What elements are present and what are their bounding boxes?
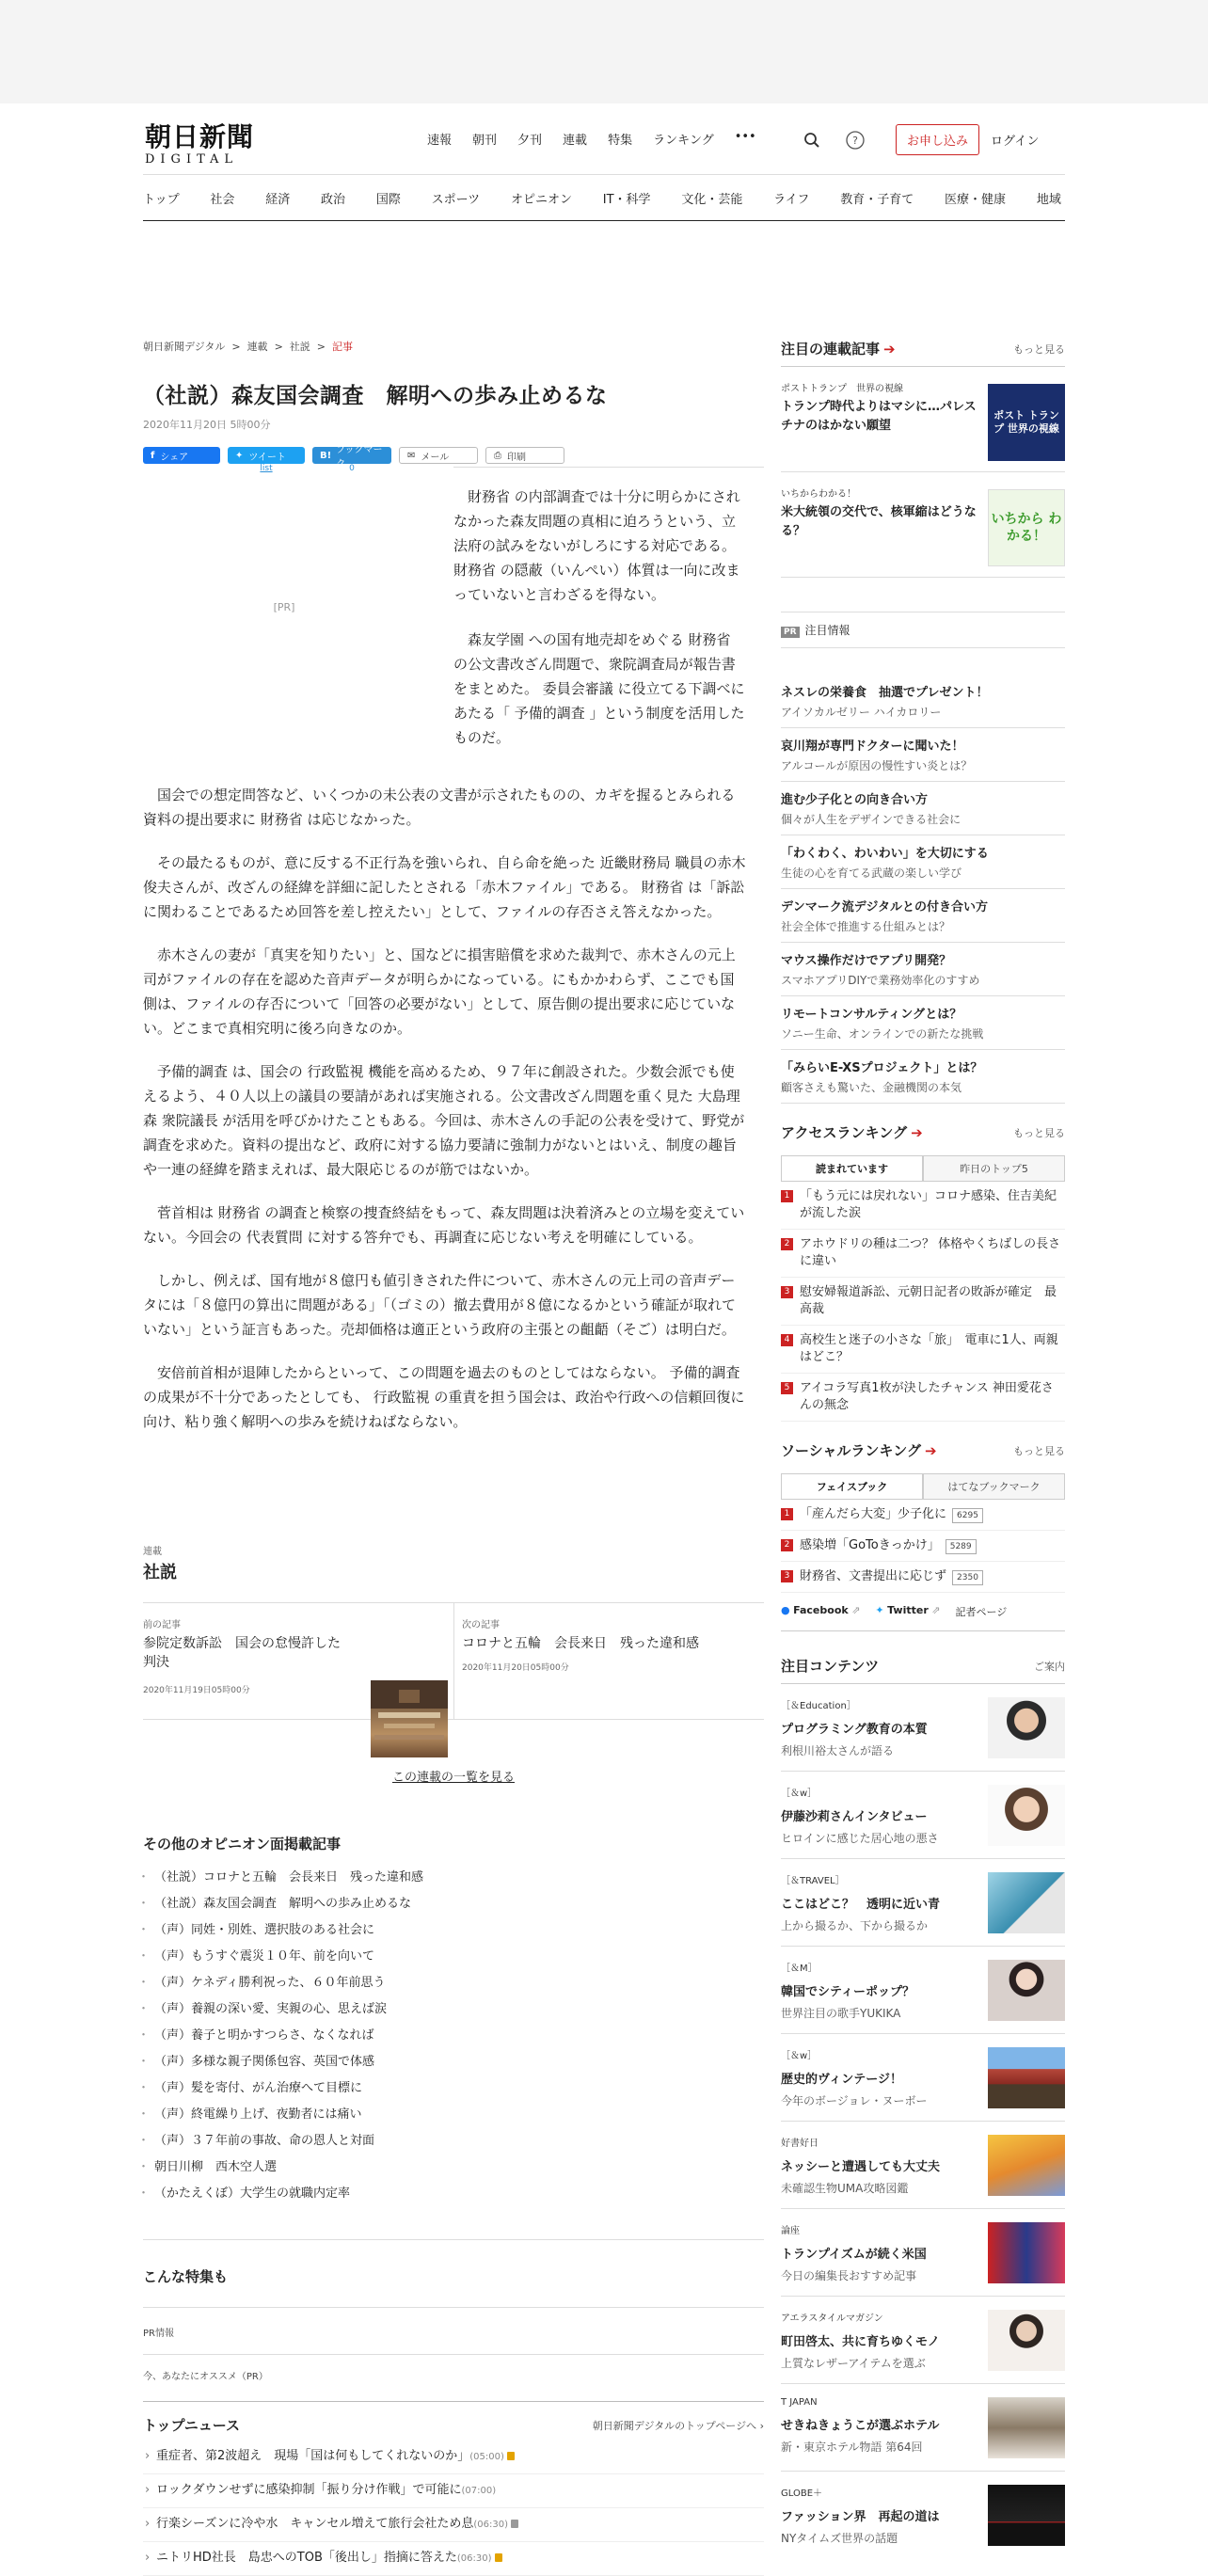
guide-link[interactable]: ご案内 — [1034, 1660, 1065, 1673]
pr-item[interactable]: リモートコンサルティングとは？ ソニー生命、オンラインでの新たな挑戦 — [781, 996, 1065, 1050]
lock-icon — [507, 2452, 515, 2460]
section-title: アクセスランキング — [781, 1124, 908, 1141]
page-title: （社説）森友国会調査 解明への歩み止めるな — [143, 384, 608, 408]
paragraph: 菅首相は 財務省 の調査と検察の捜査終結をもって、森友問題は決着済みとの立場を変えていない。今回会の 代表質問 に対する答弁でも、再調査に応じない考えを明確にしている。 — [143, 1204, 745, 1246]
featured-contents-header — [781, 1656, 1065, 1684]
facebook-share-button[interactable]: f シェア — [143, 447, 220, 464]
next-article-title[interactable]: コロナと五輪 会長来日 残った違和感 — [462, 1636, 699, 1651]
top-news-list — [143, 2441, 764, 2576]
content-thumbnail[interactable] — [988, 1872, 1065, 1933]
cat-opinion[interactable]: オピニオン — [510, 192, 572, 207]
featured-series-header — [781, 339, 1065, 367]
help-icon[interactable] — [843, 128, 867, 152]
twitter-tweet-button[interactable]: ✦ ツイート — [228, 447, 305, 464]
special-features-heading: こんな特集も — [143, 2239, 764, 2286]
tab-most-read[interactable]: 読まれています — [781, 1155, 923, 1181]
cat-society[interactable]: 社会 — [210, 192, 235, 207]
list-item[interactable]: 1 「もう元には戻れない」コロナ感染、住吉美紀が流した涙 — [781, 1182, 1065, 1230]
site-logo[interactable]: 朝日新聞 DIGITAL — [145, 121, 255, 167]
more-menu-icon[interactable]: ••• — [734, 130, 756, 144]
content-item[interactable]: 好書好日 ネッシーと遭遇しても大丈夫 未確認生物UMA攻略図鑑 — [781, 2122, 1065, 2209]
hatena-icon: B! — [320, 450, 332, 461]
list-item[interactable]: 1 「産んだら大変」少子化に 6295 — [781, 1500, 1065, 1531]
section-title: 注目の連載記事 — [781, 341, 881, 358]
content-item[interactable]: アエラスタイルマガジン 町田啓太、共に育ちゆくモノ 上質なレザーアイテムを選ぶ — [781, 2297, 1065, 2384]
list-item[interactable]: 4 高校生と迷子の小さな「旅」 電車に1人、両親はどこ？ — [781, 1326, 1065, 1374]
divider — [453, 467, 764, 468]
list-item[interactable]: ・ 朝日川柳 西木空人選 — [143, 2155, 764, 2181]
pr-item[interactable]: ネスレの栄養食 抽選でプレゼント！ アイソカルゼリー ハイカロリー — [781, 675, 1065, 728]
nav-choukan[interactable]: 朝刊 — [472, 134, 498, 148]
cat-life[interactable]: ライフ — [773, 192, 810, 207]
paragraph: 安倍前首相が退陣したからといって、この問題を過去のものとしてはならない。 予備的調査 の成果が不十分であったとしても、 行政監視 の重責を担う国会は、政治や行政への信頼回復に向け、粘り強く解明への歩みを続けねばならない。 — [143, 1364, 745, 1430]
next-article-date: 2020年11月20日05時00分 — [462, 1663, 569, 1673]
print-icon: ⎙ — [494, 450, 501, 461]
top-news-header — [143, 2401, 764, 2435]
pr-item[interactable]: 「わくわく、わいわい」を大切にする 生徒の心を育てる武蔵の楽しい学び — [781, 835, 1065, 889]
ichikara-thumbnail[interactable]: いちから わかる！ — [988, 489, 1065, 566]
content-item[interactable]: T JAPAN せきねきょうこが選ぶホテル 新・東京ホテル物語 第64回 — [781, 2384, 1065, 2472]
mail-button[interactable]: ✉ メール — [399, 447, 478, 464]
paragraph: 予備的調査 は、国会の 行政監視 機能を高めるため、９７年に創設された。少数会派でも使えるよう、４０人以上の議員の要請があれば実施される。公文書改ざん問題を重く見た 大島理森 衆院議長 が活用を呼びかけたこともある。今回は、赤木さんの手記の公表を受けて、野党が調査を求めた。資料の提出など、政府に対する協力要請に強制力がないとはいえ、制度の趣旨や一連の経緯を踏まえれば、最大限応じるのが筋ではないか。 — [143, 1063, 745, 1178]
paragraph: 赤木さんの妻が「真実を知りたい」と、国などに損害賠償を求めた裁判で、赤木さんの元上司がファイルの存在を認めた音声データが明らかになっている。にもかかわらず、ここでも国側は、ファイルの存否について「回答の必要がない」として、原告側の提出要求に応じていない。どこまで真相究明に後ろ向きなのか。 — [143, 946, 736, 1037]
pr-item[interactable]: デンマーク流デジタルとの付き合い方 社会全体で推進する仕組みとは？ — [781, 889, 1065, 943]
social-ranking-list — [781, 1500, 1065, 1593]
paragraph: 国会での想定問答など、いくつかの未公表の文書が示されたものの、カギを握るとみられる資料の提出要求に 財務省 は応じなかった。 — [143, 787, 736, 828]
next-article[interactable]: 次の記事 コロナと五輪 会長来日 残った違和感 2020年11月20日05時00分 — [453, 1603, 764, 1719]
access-ranking-tabs — [781, 1155, 1065, 1182]
social-ranking-header — [781, 1440, 1065, 1468]
content-item[interactable]: ［＆M］ 韓国でシティーポップ？ 世界注目の歌手YUKIKA — [781, 1947, 1065, 2034]
article-body-top — [453, 485, 747, 771]
pr-item[interactable]: マウス操作だけでアプリ開発？ スマホアプリDIYで業務効率化のすすめ — [781, 943, 1065, 996]
twitter-link[interactable]: ✦ Twitter ⇗ — [875, 1604, 941, 1616]
pr-info-header: PR 注目情報 — [781, 612, 1065, 648]
arrow-right-icon: ➔ — [883, 341, 896, 358]
list-item[interactable]: 3 財務省、文書提出に応じず 2350 — [781, 1562, 1065, 1593]
lock-icon — [495, 2553, 502, 2562]
tab-facebook[interactable]: フェイスブック — [781, 1473, 923, 1499]
recommend-label: 今、あなたにオススメ（PR） — [143, 2354, 764, 2401]
prev-next-nav — [143, 1602, 764, 1720]
list-item[interactable]: ・ （声）もうすぐ震災１０年、前を向いて — [143, 1944, 764, 1970]
hatena-bookmark-button[interactable]: B! ブックマーク — [312, 447, 391, 464]
series-name[interactable]: 社説 — [143, 1563, 177, 1582]
list-item[interactable]: › 行楽シーズンに冷や水 キャンセル増えて旅行会社ため息(06:30) — [143, 2508, 764, 2542]
other-opinion-section — [143, 1834, 764, 2207]
content-thumbnail[interactable] — [988, 2485, 1065, 2546]
list-item[interactable]: 5 アイコラ写真1枚が決したチャンス 神田愛花さんの無念 — [781, 1374, 1065, 1422]
list-item[interactable]: ・ （声）多様な親子関係包容、英国で体感 — [143, 2049, 764, 2075]
access-ranking-header — [781, 1122, 1065, 1150]
prev-article-date: 2020年11月19日05時00分 — [143, 1686, 250, 1695]
list-item[interactable]: › 重症者、第2波超え 現場「国は何もしてくれないのか」(05:00) — [143, 2441, 764, 2474]
list-item[interactable]: ・ （かたえくぼ）大学生の就職内定率 — [143, 2181, 764, 2207]
reporter-page-link[interactable]: 記者ページ — [955, 1606, 1008, 1618]
series-list-link[interactable]: この連載の一覧を見る — [391, 1771, 515, 1785]
paragraph: 財務省 の内部調査では十分に明らかにされなかった森友問題の真相に迫ろうという、立法府の試みをないがしろにする対応である。 財務省 の隠蔽（いんぺい）体質は一向に改まっていないと言わざるを得ない。 — [453, 488, 740, 603]
section-title: 注目コンテンツ — [781, 1658, 880, 1675]
cat-health[interactable]: 医療・健康 — [945, 192, 1007, 207]
cat-international[interactable]: 国際 — [375, 192, 401, 207]
share-count: 6295 — [952, 1508, 983, 1523]
content-thumbnail[interactable] — [988, 2222, 1065, 2283]
prev-article-title[interactable]: 参院定数訴訟 国会の怠慢許した判決 — [143, 1636, 341, 1670]
content-thumbnail[interactable] — [988, 2397, 1065, 2458]
list-item[interactable]: › ロックダウンせずに感染抑制「振り分け作戦」で可能に(07:00) — [143, 2474, 764, 2508]
svg-text:?: ? — [852, 134, 858, 147]
twitter-icon: ✦ — [875, 1604, 884, 1616]
top-news-title: トップニュース — [143, 2417, 241, 2434]
tweet-count[interactable]: list — [260, 464, 273, 473]
content-thumbnail[interactable] — [988, 1785, 1065, 1846]
list-item[interactable]: ・ （声）同姓・別姓、選択肢のある社会に — [143, 1917, 764, 1944]
social-links — [781, 1593, 1065, 1631]
nav-ranking[interactable]: ランキング — [653, 134, 714, 148]
content-item[interactable]: GLOBE＋ ファッション界 再起の道は NYタイムズ世界の話題 — [781, 2472, 1065, 2559]
breadcrumb: 朝日新聞デジタル > 連載 > 社説 > 記事 — [143, 341, 353, 353]
sidebar — [781, 339, 1065, 2559]
category-nav — [143, 174, 1065, 221]
content-thumbnail[interactable] — [988, 2310, 1065, 2371]
more-link[interactable]: もっと見る — [1013, 1444, 1065, 1457]
featured-series-item[interactable]: いちからわかる！ 米大統領の交代で、核軍縮はどうなる？ いちから わかる！ — [781, 472, 1065, 578]
more-link[interactable]: もっと見る — [1013, 1126, 1065, 1139]
pr-info-label: PR情報 — [143, 2307, 764, 2354]
arrow-right-icon: ➔ — [911, 1124, 923, 1141]
tab-hatena[interactable]: はてなブックマーク — [923, 1473, 1065, 1499]
featured-series-item[interactable]: ポストトランプ 世界の視線 トランプ時代よりはマシに…パレスチナのはかない願望 ポスト トランプ 世界の視線 — [781, 367, 1065, 472]
cat-region[interactable]: 地域 — [1036, 192, 1061, 207]
top-page-link[interactable]: 朝日新聞デジタルのトップページへ › — [592, 2419, 764, 2432]
content-thumbnail[interactable] — [988, 2135, 1065, 2196]
list-item[interactable]: 3 慰安婦報道訴訟、元朝日記者の敗訴が確定 最高裁 — [781, 1278, 1065, 1326]
article-date: 2020年11月20日 5時00分 — [143, 419, 271, 431]
prev-article[interactable]: 前の記事 参院定数訴訟 国会の怠慢許した判決 2020年11月19日05時00分 — [143, 1603, 453, 1719]
paragraph: しかし、例えば、国有地が８億円も値引きされた件について、赤木さんの元上司の音声データには「８億円の算出に問題がある」「（ゴミの）撤去費用が８億になるかという確証が取れていない」という証言もあった。売却価格は適正という政府の主張との齟齬（そご）は明白だ。 — [143, 1272, 737, 1338]
list-item[interactable]: ・ （社説）コロナと五輪 会長来日 残った違和感 — [143, 1865, 764, 1891]
article-body — [143, 783, 747, 1453]
content-thumbnail[interactable] — [988, 2047, 1065, 2108]
mail-icon: ✉ — [407, 450, 416, 461]
nav-rensai[interactable]: 連載 — [563, 134, 588, 148]
external-link-icon: ⇗ — [851, 1604, 861, 1616]
apply-button[interactable]: お申し込み — [896, 124, 979, 155]
paragraph: 森友学園 への国有地売却をめぐる 財務省 の公文書改ざん問題で、衆院調査局が報告書をまとめた。 委員会審議 に役立てる下調べにあたる「 予備的調査 」という制度を活用したものだ。 — [453, 631, 745, 746]
section-title: ソーシャルランキング — [781, 1442, 921, 1459]
list-item[interactable]: ・ （声）ケネディ勝利祝った、６０年前思う — [143, 1970, 764, 1996]
pr-item[interactable]: 哀川翔が専門ドクターに聞いた！ アルコールが原因の慢性すい炎とは？ — [781, 728, 1065, 782]
facebook-icon: ● — [781, 1604, 790, 1616]
article-column — [143, 339, 764, 2565]
list-item[interactable]: ・ （声）３７年前の事故、命の恩人と対面 — [143, 2128, 764, 2155]
section-title: その他のオピニオン面掲載記事 — [143, 1836, 342, 1852]
list-item[interactable]: ・ （社説）森友国会調査 解明への歩み止めるな — [143, 1891, 764, 1917]
nav-yukan[interactable]: 夕刊 — [517, 134, 543, 148]
list-item[interactable]: ・ （声）髪を寄付、がん治療へて目標に — [143, 2075, 764, 2102]
social-ranking-tabs — [781, 1473, 1065, 1500]
site-header — [143, 103, 1065, 174]
series-section — [143, 1543, 764, 2576]
search-icon[interactable] — [800, 128, 824, 152]
tab-yesterday-top5[interactable]: 昨日のトップ5 — [923, 1155, 1065, 1181]
nav-tokushu[interactable]: 特集 — [608, 134, 633, 148]
cat-top[interactable]: トップ — [143, 192, 180, 207]
list-item[interactable]: ・ （声）養親の深い愛、実親の心、思えば涙 — [143, 1996, 764, 2023]
content-thumbnail[interactable] — [988, 1697, 1065, 1758]
external-link-icon: ⇗ — [931, 1604, 941, 1616]
top-nav — [427, 130, 777, 148]
breadcrumb-rensai[interactable]: 連載 — [246, 341, 268, 353]
share-bar — [143, 447, 764, 473]
content-item[interactable]: ［＆w］ 伊藤沙莉さんインタビュー ヒロインに感じた居心地の悪さ — [781, 1772, 1065, 1859]
breadcrumb-current: 記事 — [332, 341, 353, 353]
arrow-right-icon: ➔ — [924, 1442, 937, 1459]
list-item[interactable]: ・ （声）終電繰り上げ、夜勤者には痛い — [143, 2102, 764, 2128]
pr-item[interactable]: 「みらいE-XSプロジェクト」とは？ 顧客さえも驚いた、金融機関の本気 — [781, 1050, 1065, 1104]
twitter-icon: ✦ — [235, 450, 244, 461]
cat-politics[interactable]: 政治 — [321, 192, 346, 207]
bookmark-count: 0 — [349, 464, 355, 473]
breadcrumb-shasetsu[interactable]: 社説 — [289, 341, 310, 353]
facebook-icon: f — [151, 450, 155, 461]
nav-sokuho[interactable]: 速報 — [427, 134, 453, 148]
list-item[interactable]: › ニトリHD社長 島忠へのTOB「後出し」指摘に答えた(06:30) — [143, 2542, 764, 2576]
post-trump-thumbnail[interactable]: ポスト トランプ 世界の視線 — [988, 384, 1065, 461]
content-item[interactable]: ［＆Education］ プログラミング教育の本質 利根川裕太さんが語る — [781, 1684, 1065, 1772]
pr-badge: PR — [781, 627, 800, 638]
print-button[interactable]: ⎙ 印刷 — [485, 447, 564, 464]
paragraph: その最たるものが、意に反する不正行為を強いられ、自ら命を絶った 近畿財務局 職員の赤木俊夫さんが、改ざんの経緯を詳細に記したとされる「赤木ファイル」である。 財務省 は「訴訟に関わることであるため回答を差し控えたい」として、ファイルの存否さえ答えなかった。 — [143, 854, 746, 920]
cat-sports[interactable]: スポーツ — [431, 192, 481, 207]
other-opinion-list — [143, 1865, 764, 2207]
list-item[interactable]: 2 感染増「GoToきっかけ」 5289 — [781, 1531, 1065, 1562]
breadcrumb-home[interactable]: 朝日新聞デジタル — [143, 341, 226, 353]
cat-culture[interactable]: 文化・芸能 — [681, 192, 743, 207]
share-count: 2350 — [952, 1570, 983, 1585]
list-item[interactable]: ・ （声）養子と明かすつらさ、なくなれば — [143, 2023, 764, 2049]
login-link[interactable]: ログイン — [991, 135, 1040, 149]
facebook-link[interactable]: ● Facebook ⇗ — [781, 1604, 861, 1616]
access-ranking-list — [781, 1182, 1065, 1422]
share-count: 5289 — [946, 1539, 977, 1554]
pr-item[interactable]: 進む少子化との向き合い方 個々が人生をデザインできる社会に — [781, 782, 1065, 835]
content-item[interactable]: ［＆w］ 歴史的ヴィンテージ！ 今年のボージョレ・ヌーボー — [781, 2034, 1065, 2122]
lock-icon — [511, 2520, 518, 2528]
cat-economy[interactable]: 経済 — [265, 192, 291, 207]
top-ad-area — [0, 0, 1208, 103]
cat-education[interactable]: 教育・子育て — [840, 192, 914, 207]
more-link[interactable]: もっと見る — [1013, 342, 1065, 356]
content-item[interactable]: 論座 トランプイズムが続く米国 今日の編集長おすすめ記事 — [781, 2209, 1065, 2297]
cat-it-science[interactable]: IT・科学 — [602, 192, 651, 207]
ad-slot[interactable]: [PR] — [273, 600, 295, 613]
content-thumbnail[interactable] — [988, 1960, 1065, 2021]
list-item[interactable]: 2 アホウドリの種は二つ？ 体格やくちばしの長さに違い — [781, 1230, 1065, 1278]
prev-article-thumbnail[interactable] — [371, 1680, 448, 1757]
content-item[interactable]: ［＆TRAVEL］ ここはどこ？ 透明に近い青 上から撮るか、下から撮るか — [781, 1859, 1065, 1947]
series-label: 連載 — [143, 1547, 162, 1557]
